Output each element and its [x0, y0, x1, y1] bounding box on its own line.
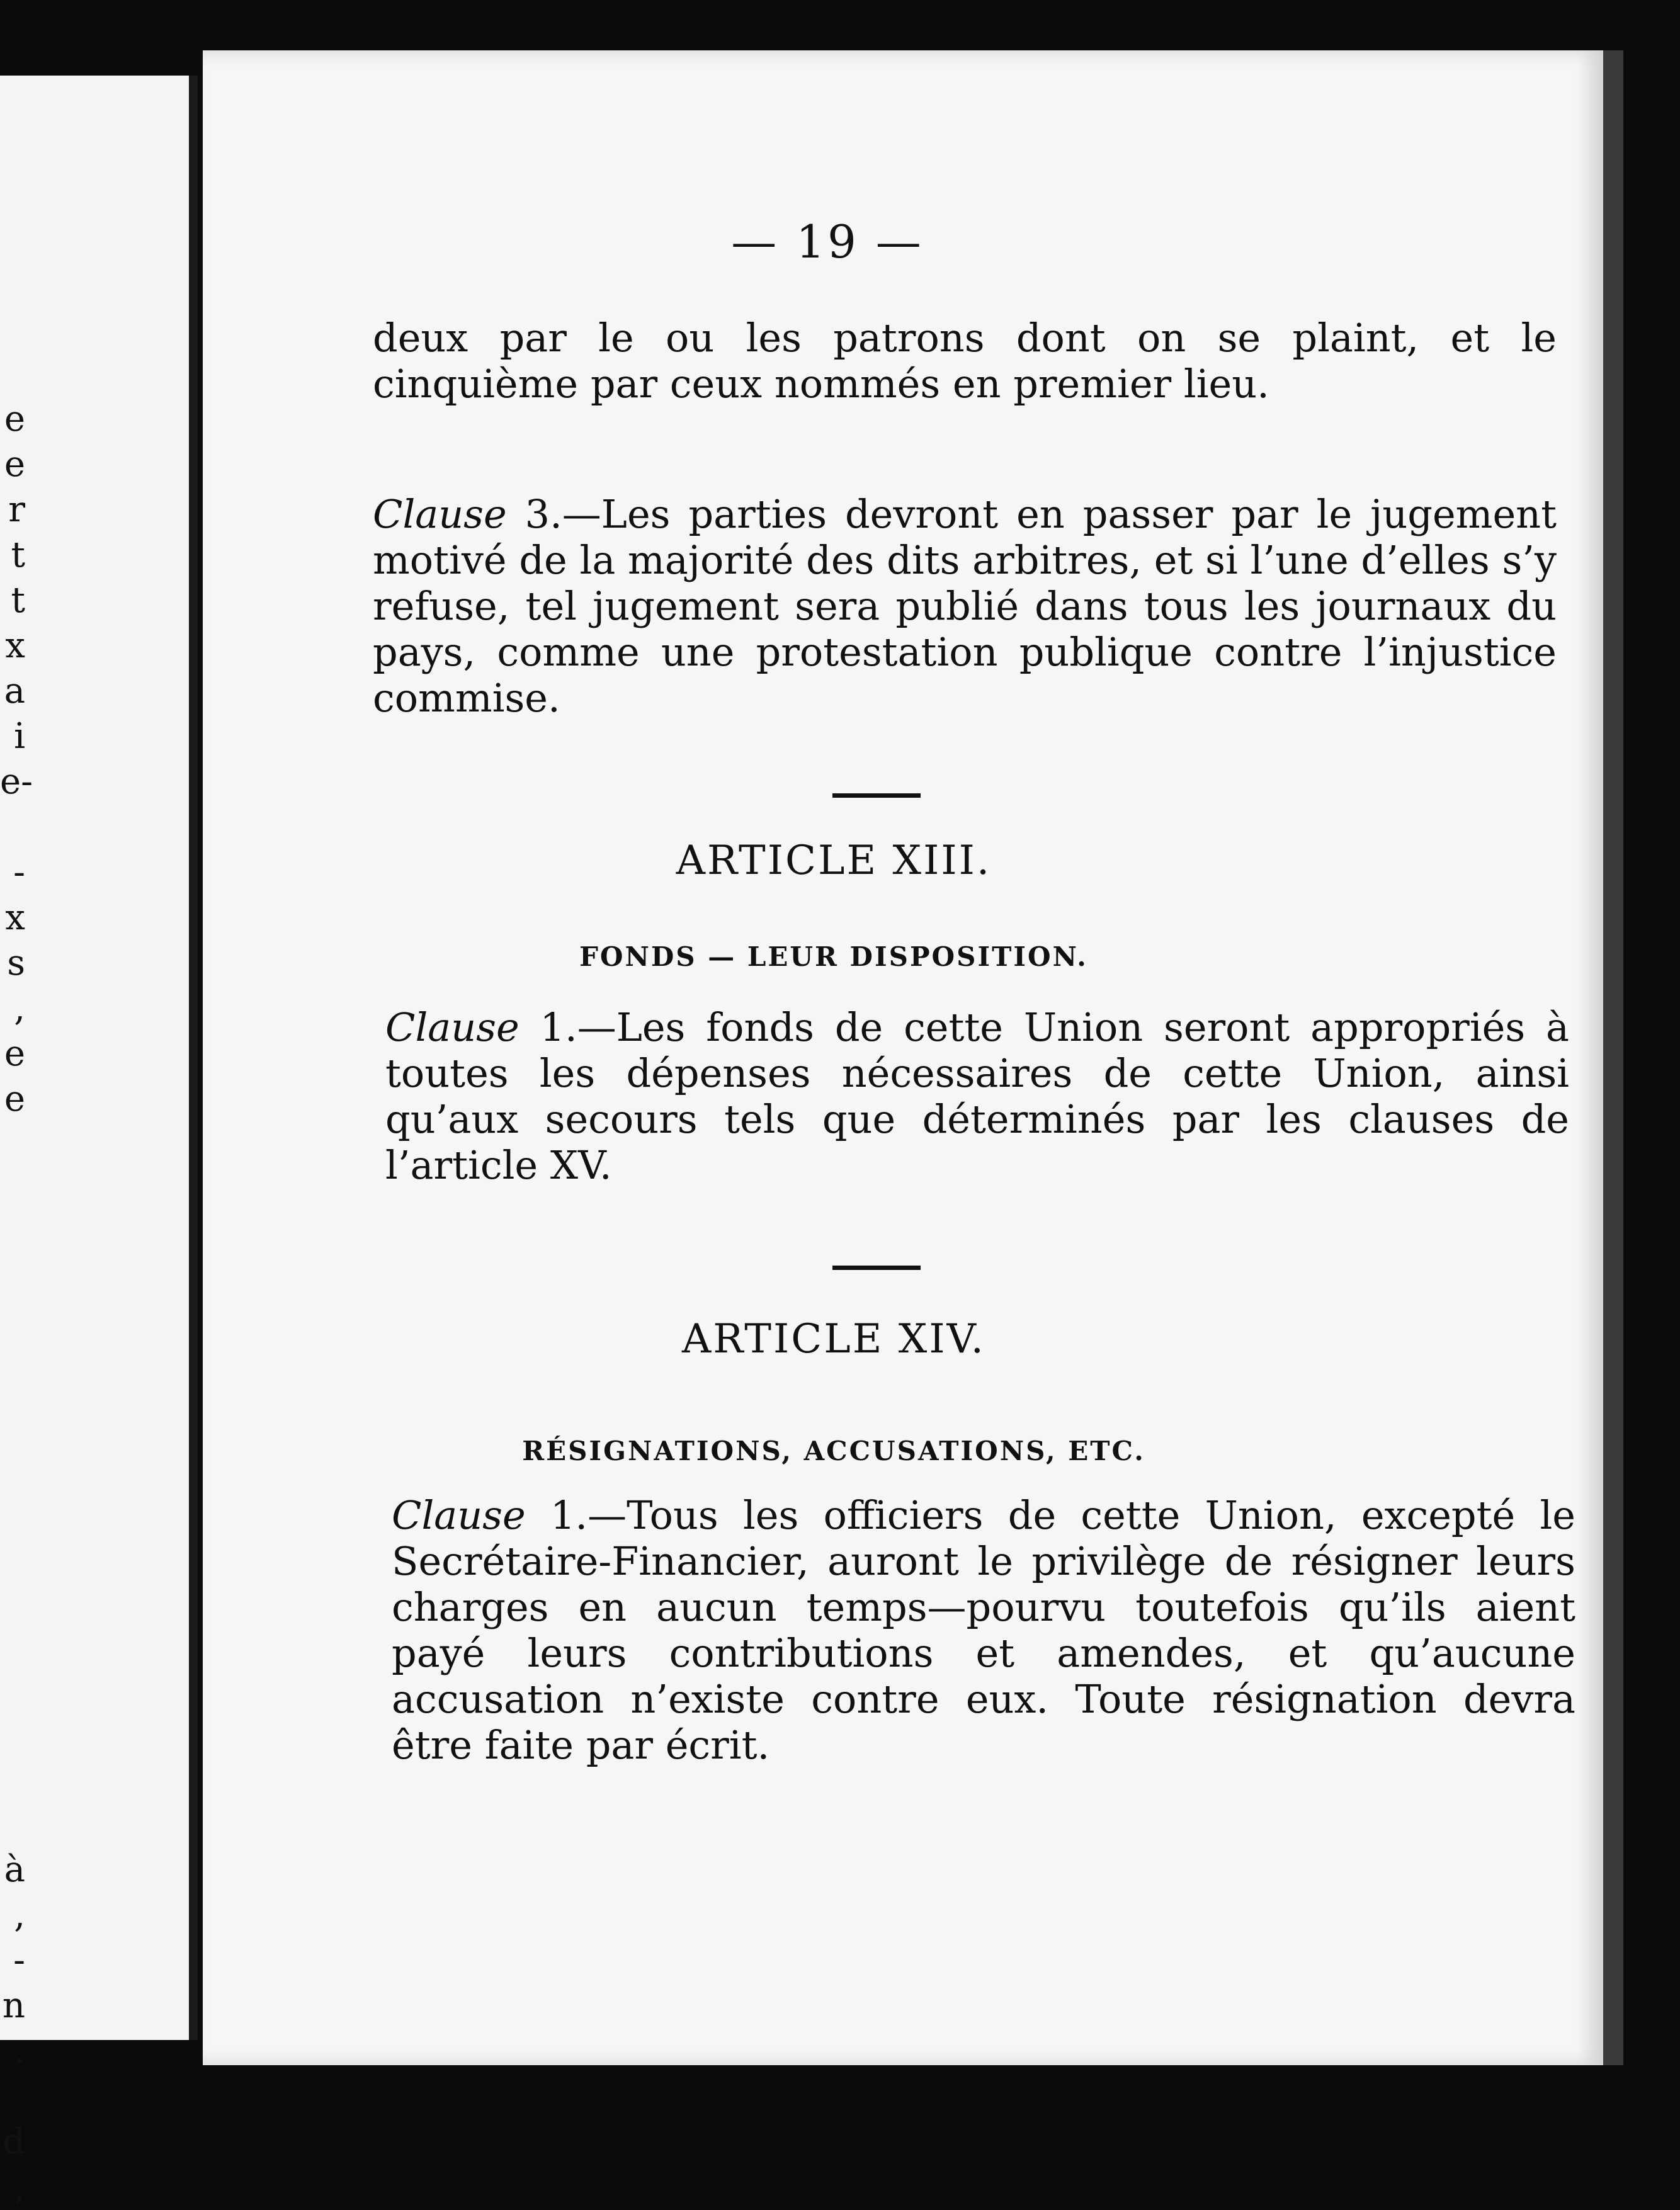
clause-text: 3.—Les parties devront en passer par le jugement motivé de la majorité des dits arbitres, et si l’une d’elles s’y refuse, tel jugement sera publié dans tous les journaux du pays, comme une protestation publique contre l’injustice commise.	[373, 491, 1557, 721]
left-edge-char: e	[4, 1033, 25, 1074]
left-edge-char: ,	[14, 988, 25, 1029]
article-xiii-clause-1	[385, 1004, 1569, 1188]
left-edge-char	[0, 1621, 25, 1666]
left-edge-char	[0, 1530, 25, 1575]
left-edge-char: à	[4, 1849, 25, 1890]
left-edge-char: a	[4, 671, 25, 711]
article-xiv-title: ARTICLE XIV.	[682, 1316, 985, 1363]
article-xiv-clause-1	[392, 1492, 1575, 1768]
article-xiii-title: ARTICLE XIII.	[676, 837, 992, 884]
left-edge-char: d	[3, 2121, 25, 2162]
left-edge-char	[0, 1394, 25, 1439]
left-edge-char	[0, 1122, 25, 1167]
left-edge-char: i	[14, 716, 25, 757]
clause-label: Clause	[392, 1492, 526, 1538]
clause-text: 1.—Tous les officiers de cette Union, excepté le Secrétaire-Financier, auront le privilège de résigner leurs charges en aucun temps—pourvu toutefois qu’ils aient payé leurs contributions et amendes, et qu’aucune accusation n’existe contre eux. Toute résignation devra être faite par écrit.	[392, 1492, 1575, 1768]
left-edge-char	[0, 1485, 25, 1530]
clause-3-paragraph	[373, 491, 1557, 721]
clause-label: Clause	[373, 491, 507, 537]
section-divider	[832, 1266, 921, 1270]
article-xiii-subtitle: FONDS — LEUR DISPOSITION.	[579, 941, 1088, 972]
left-edge-char: n	[2, 1985, 25, 2026]
left-page-fragment	[0, 76, 198, 2207]
left-edge-char	[0, 1258, 25, 1303]
left-edge-char	[0, 1757, 25, 1802]
left-edge-char: ,	[14, 1895, 25, 1935]
left-edge-char: .	[14, 2031, 25, 2071]
left-edge-char	[0, 1167, 25, 1213]
book-page	[203, 50, 1623, 2065]
left-edge-char	[0, 1802, 25, 1847]
left-edge-char	[0, 1349, 25, 1394]
left-edge-char: -	[13, 1940, 25, 1981]
article-xiv-subtitle: RÉSIGNATIONS, ACCUSATIONS, ETC.	[522, 1436, 1145, 1466]
section-divider	[832, 793, 921, 798]
left-edge-char: t	[11, 535, 25, 575]
left-edge-char	[0, 1666, 25, 1711]
left-edge-char: ,	[14, 2167, 25, 2207]
left-edge-char: x	[5, 625, 25, 666]
page-number: — 19 —	[731, 215, 924, 268]
left-page-edge-text	[0, 397, 33, 2210]
left-edge-char	[0, 2074, 25, 2119]
left-edge-char	[0, 1439, 25, 1485]
clause-text: 1.—Les fonds de cette Union seront appropriés à toutes les dépenses nécessaires de cette Union, ainsi qu’aux secours tels que déterminés par les clauses de l’article XV.	[385, 1004, 1569, 1188]
left-edge-char: e-	[0, 761, 33, 802]
paragraph-continuation: deux par le ou les patrons dont on se plaint, et le cinquième par ceux nommés en premier lieu.	[373, 315, 1557, 407]
left-edge-char	[0, 1303, 25, 1349]
left-edge-char: t	[11, 580, 25, 621]
left-edge-char: x	[5, 897, 25, 938]
left-edge-char: r	[8, 489, 25, 530]
left-edge-char: e	[4, 1079, 25, 1119]
left-edge-char	[0, 1213, 25, 1258]
left-edge-char: e	[4, 399, 25, 439]
left-edge-char: e	[4, 444, 25, 485]
left-edge-char	[0, 1575, 25, 1621]
left-edge-char: -	[13, 852, 25, 893]
left-edge-char	[0, 805, 25, 850]
left-edge-char: s	[7, 943, 25, 983]
left-edge-char	[0, 1711, 25, 1757]
clause-label: Clause	[385, 1004, 519, 1050]
